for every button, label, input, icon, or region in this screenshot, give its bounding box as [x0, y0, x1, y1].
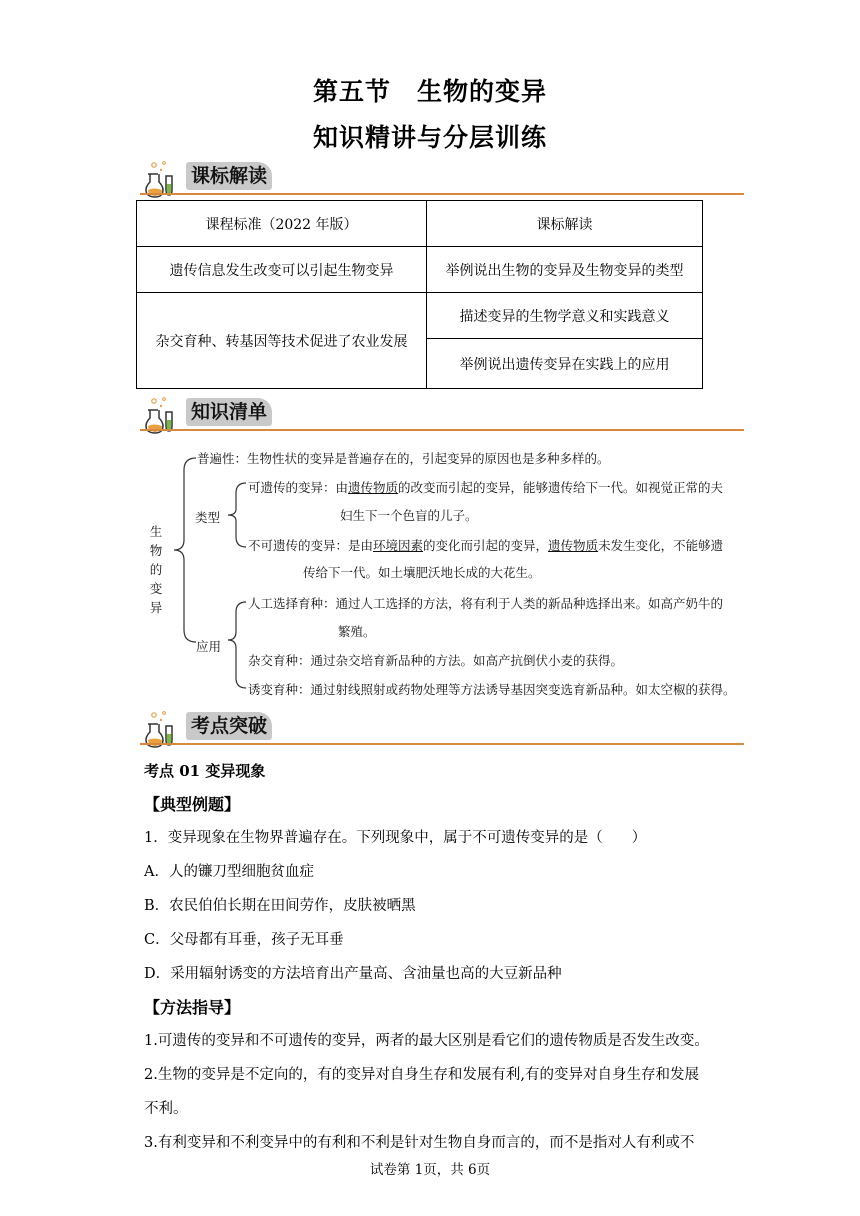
page-footer: 试卷第 1页，共 6页: [369, 1162, 491, 1178]
mindmap-app-hybrid: 杂交育种：通过杂交培育新品种的方法。如高产抗倒伏小麦的获得。: [248, 653, 624, 668]
table-cell: 举例说出生物的变异及生物变异的类型: [427, 247, 703, 293]
table-cell: 杂交育种、转基因等技术促进了农业发展: [137, 293, 427, 389]
section-label: 课标解读: [186, 162, 272, 190]
mindmap-app-mutation: 诱变育种：通过射线照射或药物处理等方法诱导基因突变选育新品种。如太空椒的获得。: [248, 682, 736, 697]
mindmap-heritable-cont: 妇生下一个色盲的儿子。: [340, 508, 478, 523]
method-line: 3.有利变异和不利变异中的有利和不利是针对生物自身而言的，而不是指对人有利或不: [144, 1135, 695, 1151]
table-header: 课标解读: [427, 201, 703, 247]
mindmap-universality: 普遍性：生物性状的变异是普遍存在的，引起变异的原因也是多种多样的。: [197, 451, 610, 466]
method-heading: 【方法指导】: [144, 998, 241, 1017]
option-d: D．采用辐射诱变的方法培育出产量高、含油量也高的大豆新品种: [144, 966, 562, 982]
option-b: B．农民伯伯长期在田间劳作，皮肤被晒黑: [144, 898, 416, 914]
table-cell: 举例说出遗传变异在实践上的应用: [427, 339, 703, 389]
method-line: 1.可遗传的变异和不可遗传的变异，两者的最大区别是看它们的遗传物质是否发生改变。: [144, 1033, 709, 1049]
page-subtitle: 知识精讲与分层训练: [312, 123, 547, 152]
section-rule: [140, 743, 744, 745]
option-c: C．父母都有耳垂，孩子无耳垂: [144, 932, 344, 948]
mindmap-app-artificial-cont: 繁殖。: [338, 624, 376, 639]
mindmap-nonheritable: 不可遗传的变异：是由环境因素的变化而引起的变异，遗传物质未发生变化，不能够遗: [248, 538, 724, 553]
example-heading: 【典型例题】: [144, 795, 241, 814]
mindmap-root: 生 物 的 变 异: [149, 524, 163, 615]
section-label: 知识清单: [186, 398, 272, 426]
exam-point-title: 考点 01 变异现象: [144, 762, 266, 780]
section-label: 考点突破: [186, 712, 272, 740]
table-header: 课程标准（2022 年版）: [137, 201, 427, 247]
section-header-breakthrough: [140, 710, 744, 750]
page-title: 第五节 生物的变异: [312, 77, 547, 106]
option-a: A．人的镰刀型细胞贫血症: [144, 864, 314, 880]
mindmap-heritable: 可遗传的变异：由遗传物质的改变而引起的变异，能够遗传给下一代。如视觉正常的夫: [248, 480, 724, 495]
table-cell: 描述变异的生物学意义和实践意义: [427, 293, 703, 339]
mindmap-types-label: 类型: [195, 510, 221, 525]
method-line: 不利。: [144, 1101, 188, 1117]
question-text: 1．变异现象在生物界普遍存在。下列现象中，属于不可遗传变异的是（ ）: [144, 830, 647, 846]
mindmap-nonheritable-cont: 传给下一代。如土壤肥沃地长成的大花生。: [303, 565, 541, 580]
table-cell: 遗传信息发生改变可以引起生物变异: [137, 247, 427, 293]
method-line: 2.生物的变异是不定向的，有的变异对自身生存和发展有利,有的变异对自身生存和发展: [144, 1067, 699, 1083]
mindmap-apps-label: 应用: [196, 639, 222, 654]
mindmap-app-artificial: 人工选择育种：通过人工选择的方法，将有利于人类的新品种选择出来。如高产奶牛的: [248, 596, 724, 611]
